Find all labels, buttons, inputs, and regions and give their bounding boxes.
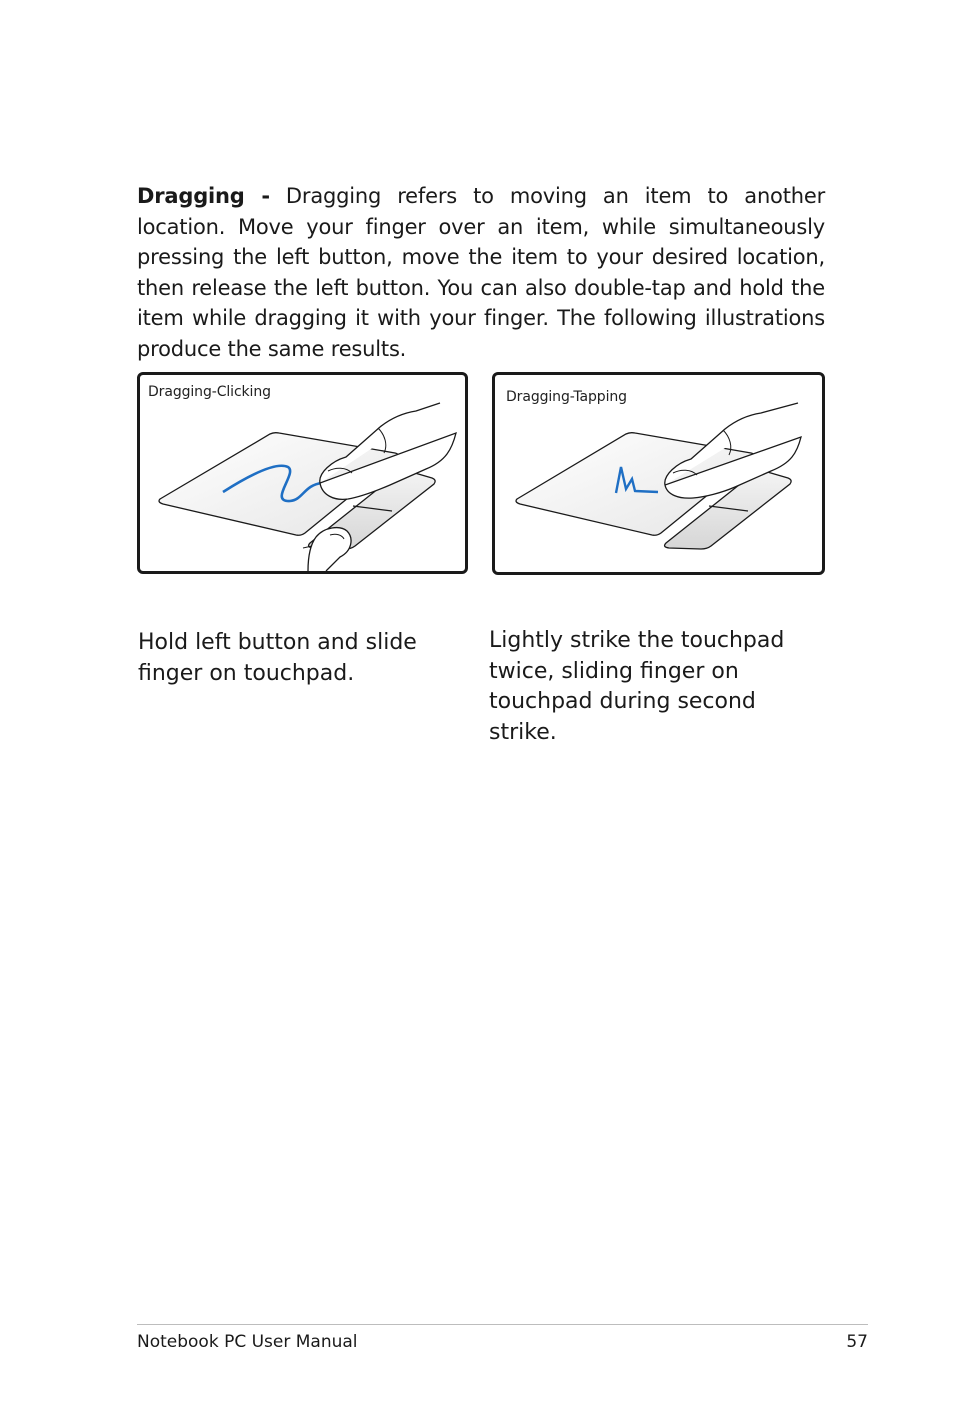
caption-dragging-tapping: Lightly strike the touchpad twice, sliding finger on touchpad during second strike. — [489, 628, 785, 745]
figure-label: Dragging-Clicking — [148, 384, 271, 400]
figure-label: Dragging-Tapping — [506, 389, 627, 405]
footer-divider — [137, 1324, 868, 1325]
term-dragging: Dragging - — [137, 184, 270, 208]
figure-dragging-clicking — [137, 372, 468, 574]
page-number: 57 — [846, 1332, 868, 1352]
intro-text: Dragging refers to moving an item to another location. Move your finger over an item, while simultaneously pressing the left button, move the item to your desired location, then release the left button. You can also double-tap and hold the item while dragging it with your finger. The following illustrations produce the same results. — [137, 184, 825, 361]
caption-dragging-clicking: Hold left button and slide finger on touchpad. — [138, 630, 417, 686]
touchpad-clicking-illustration — [140, 375, 465, 571]
thumb — [308, 528, 351, 571]
figure-dragging-tapping — [492, 372, 825, 575]
intro-paragraph — [137, 181, 825, 364]
footer-title: Notebook PC User Manual — [137, 1332, 358, 1352]
